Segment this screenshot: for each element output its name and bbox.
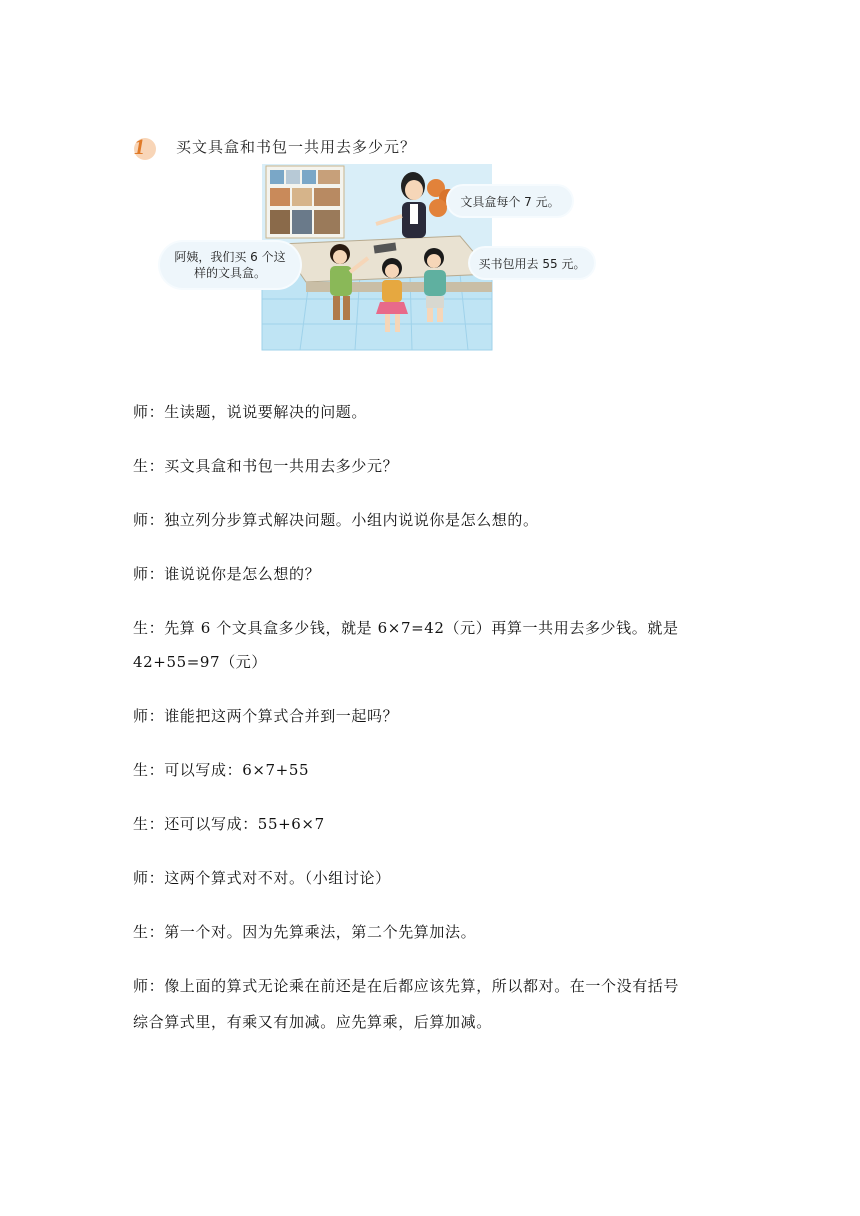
shelves (266, 166, 344, 238)
speech-bubble-assistant-text: 文具盒每个 7 元。 (460, 194, 560, 209)
dialogue-line: 师：这两个算式对不对。（小组讨论） (133, 869, 391, 887)
dialogue-line: 生：可以写成：6×7+55 (133, 761, 310, 779)
question-number: 1 (134, 134, 170, 160)
speech-bubble-bag (470, 248, 594, 278)
dialogue-line: 师：像上面的算式无论乘在前还是在后都应该先算，所以都对。在一个没有括号 (133, 977, 680, 995)
shop-scene (130, 164, 600, 368)
speech-bubble-bag-text: 买书包用去 55 元。 (478, 256, 586, 271)
textbook-illustration (130, 128, 600, 368)
dialogue-line: 综合算式里，有乘又有加减。应先算乘，后算加减。 (133, 1013, 492, 1031)
dialogue-line: 生：买文具盒和书包一共用去多少元？ (133, 457, 399, 475)
question-text: 买文具盒和书包一共用去多少元？ (176, 138, 417, 156)
speech-bubble-children (160, 242, 300, 288)
speech-bubble-children-text: 阿姨，我们买 6 个这样的文具盒。 (174, 250, 286, 280)
dialogue-line: 师：生读题，说说要解决的问题。 (133, 403, 368, 421)
dialogue-line: 师：独立列分步算式解决问题。小组内说说你是怎么想的。 (133, 511, 539, 529)
dialogue-line: 42+55=97（元） (133, 653, 267, 671)
dialogue-line: 生：第一个对。因为先算乘法，第二个先算加法。 (133, 923, 477, 941)
dialogue-line: 师：谁说说你是怎么想的？ (133, 565, 321, 583)
speech-bubble-assistant (448, 186, 572, 216)
dialogue-line: 生：还可以写成：55+6×7 (133, 815, 325, 833)
dialogue-line: 生：先算 6 个文具盒多少钱，就是 6×7=42（元）再算一共用去多少钱。就是 (133, 619, 679, 637)
dialogue-line: 师：谁能把这两个算式合并到一起吗？ (133, 707, 399, 725)
